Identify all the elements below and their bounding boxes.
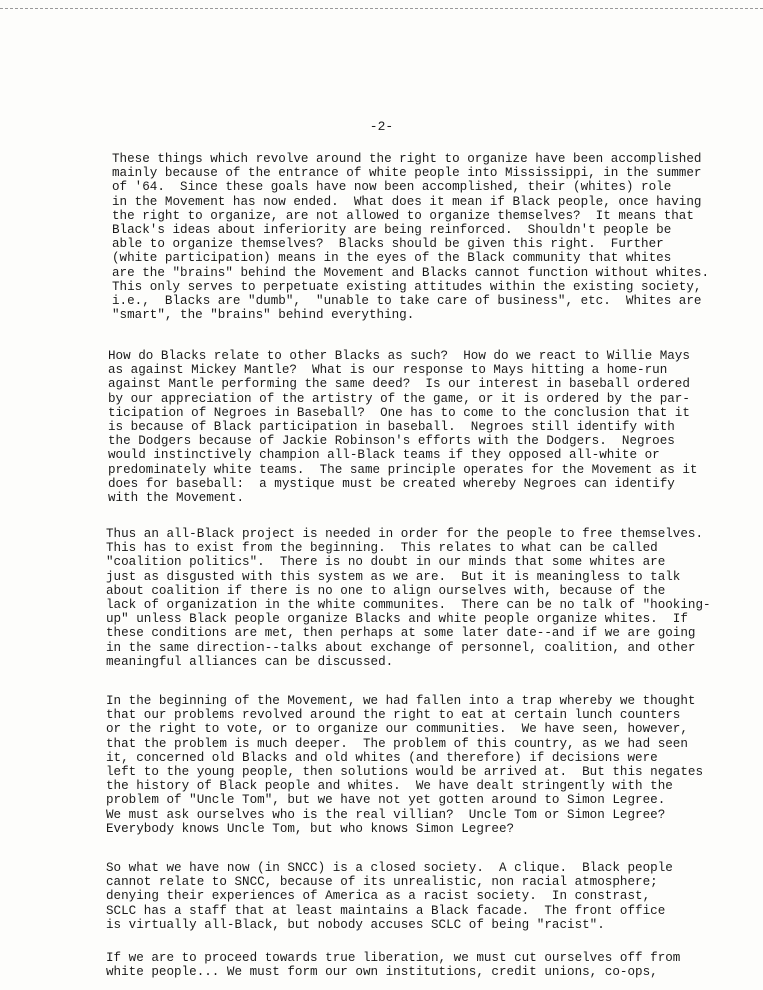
text-line: with the Movement. (108, 491, 245, 505)
text-line: white people... We must form our own institutions, credit unions, co-ops, (106, 965, 658, 980)
text-line: about coalition if there is no one to align ourselves with, because of the (106, 583, 666, 598)
text-line: These things which revolve around the right to organize have been accomplished (112, 152, 702, 166)
text-line: This has to exist from the beginning. This relates to what can be called (106, 541, 658, 556)
text-line: Black's ideas about inferiority are being reinforced. Shouldn't people be (112, 223, 672, 237)
text-line: meaningful alliances can be discussed. (106, 654, 394, 669)
text-line: is virtually all-Black, but nobody accuses SCLC of being "racist". (106, 917, 605, 932)
text-line: Everybody knows Uncle Tom, but who knows Simon Legree? (106, 821, 515, 836)
text-line: predominately white teams. The same principle operates for the Movement as it (108, 462, 698, 477)
text-line: lack of organization in the white communites. There can be no talk of "hooking- (106, 598, 711, 612)
text-line: mainly because of the entrance of white people into Mississippi, in the summer (112, 166, 702, 181)
text-line: i.e., Blacks are "dumb", "unable to take care of business", etc. Whites are (112, 294, 702, 308)
text-line: (white participation) means in the eyes of the Black community that whites (112, 251, 672, 266)
text-line: it, concerned old Blacks and old whites (and therefore) if decisions were (106, 750, 658, 765)
text-line: would instinctively champion all-Black teams if they opposed all-white or (108, 448, 660, 463)
text-line: So what we have now (in SNCC) is a closed society. A clique. Black people (106, 861, 673, 875)
text-line: left to the young people, then solutions would be arrived at. But this negates (106, 765, 704, 779)
text-line: or the right to vote, or to organize our communities. We have seen, however, (106, 722, 688, 737)
text-line: We must ask ourselves who is the real villian? Uncle Tom or Simon Legree? (106, 807, 666, 822)
text-line: up" unless Black people organize Blacks and white people organize whites. If (106, 612, 688, 627)
text-line: that our problems revolved around the right to eat at certain lunch counters (106, 708, 681, 723)
text-line: the Dodgers because of Jackie Robinson's efforts with the Dodgers. Negroes (108, 434, 675, 449)
text-line: This only serves to perpetuate existing attitudes within the existing society, (112, 279, 702, 294)
text-line: the history of Black people and whites. We have dealt stringently with the (106, 779, 673, 794)
text-line: are the "brains" behind the Movement and Blacks cannot function without whites. (112, 265, 710, 280)
text-line: in the same direction--talks about exchange of personnel, coalition, and other (106, 640, 696, 655)
text-line: ticipation of Negroes in Baseball? One has to come to the conclusion that it (108, 405, 690, 420)
text-line: against Mantle performing the same deed? Is our interest in baseball ordered (108, 377, 690, 392)
text-line: SCLC has a staff that at least maintains a Black facade. The front office (106, 903, 666, 918)
text-line: If we are to proceed towards true liberation, we must cut ourselves off from (106, 951, 681, 965)
page-top-edge (0, 0, 763, 9)
text-line: denying their experiences of America as a racist society. In constrast, (106, 889, 651, 904)
text-line: of '64. Since these goals have now been accomplished, their (whites) role (112, 180, 672, 195)
text-line: problem of "Uncle Tom", but we have not yet gotten around to Simon Legree. (106, 793, 666, 808)
text-line: as against Mickey Mantle? What is our response to Mays hitting a home-run (108, 363, 668, 378)
text-line: able to organize themselves? Blacks should be given this right. Further (112, 237, 664, 252)
text-line: that the problem is much deeper. The problem of this country, as we had seen (106, 736, 688, 751)
text-line: is because of Black participation in baseball. Negroes still identify with (108, 420, 675, 434)
text-line: just as disgusted with this system as we are. But it is meaningless to talk (106, 569, 681, 584)
text-line: How do Blacks relate to other Blacks as such? How do we react to Willie Mays (108, 349, 690, 363)
text-line: cannot relate to SNCC, because of its unrealistic, non racial atmosphere; (106, 875, 658, 890)
text-line: In the beginning of the Movement, we had fallen into a trap whereby we thought (106, 694, 696, 708)
text-line: by our appreciation of the artistry of the game, or it is ordered by the par- (108, 391, 690, 406)
text-line: the right to organize, are not allowed to organize themselves? It means that (112, 208, 694, 223)
page-number: -2- (369, 119, 394, 134)
text-line: does for baseball: a mystique must be created whereby Negroes can identify (108, 476, 675, 491)
text-line: "coalition politics". There is no doubt in our minds that some whites are (106, 555, 666, 570)
text-line: "smart", the "brains" behind everything. (112, 308, 415, 323)
text-line: in the Movement has now ended. What does it mean if Black people, once having (112, 194, 702, 209)
text-line: Thus an all-Black project is needed in order for the people to free themselves. (106, 527, 704, 541)
text-line: these conditions are met, then perhaps at some later date--and if we are going (106, 626, 696, 641)
